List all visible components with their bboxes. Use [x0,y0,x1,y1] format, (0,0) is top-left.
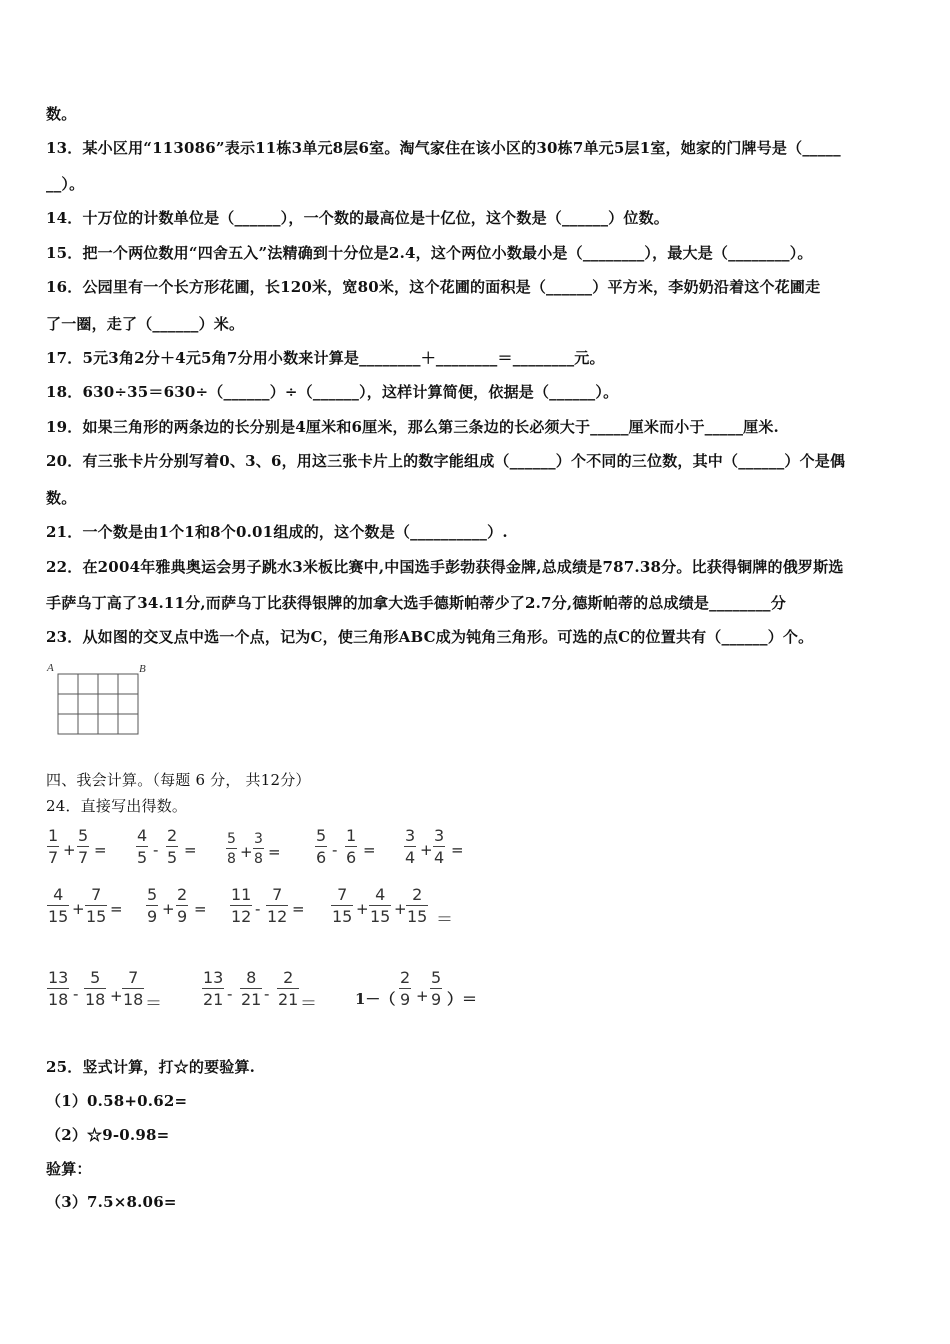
fraction: 7 15 [86,885,107,926]
fraction: 5 6 [316,826,327,867]
question-25-title: 25．竖式计算，打☆的要验算. [46,1058,256,1076]
equals-sign: ＝ [300,994,317,1014]
minus-sign: - [73,985,79,1003]
question-24-title: 24．直接写出得数。 [46,797,188,815]
question-18: 18．630÷35＝630÷（______）÷（______），这样计算简便，依据是（______）。 [46,383,619,401]
plus-sign: + [72,900,85,918]
question-21: 21．一个数是由1个1和8个0.01组成的，这个数是（__________）. [46,523,508,541]
fraction: 4 15 [370,885,391,926]
equals-sign: ＝ [436,910,453,930]
equals-sign: = [268,843,281,861]
fraction: 2 21 [278,968,299,1009]
question-17: 17．5元3角2分＋4元5角7分用小数来计算是________＋________＝________元。 [46,349,605,367]
fraction: 2 9 [177,885,188,926]
plus-sign: + [240,843,253,861]
equals-sign: ＝ [145,994,162,1014]
equals-sign: = [94,841,107,859]
fraction: 7 18 [123,968,144,1009]
check-label: 验算： [46,1160,92,1178]
plus-sign: + [394,900,407,918]
fraction: 4 5 [137,826,148,867]
question-20-line2: 数。 [46,489,77,507]
question-19: 19．如果三角形的两条边的长分别是4厘米和6厘米，那么第三条边的长必须大于_____厘米而小于_____厘米. [46,418,779,436]
equals-sign: = [451,841,464,859]
minus-sign: - [332,841,338,859]
fraction: 5 9 [147,885,158,926]
plus-sign: + [63,841,76,859]
fraction: 5 7 [78,826,89,867]
fraction: 5 8 [227,831,236,867]
question-16-line1: 16．公园里有一个长方形花圃，长120米，宽80米，这个花圃的面积是（______）平方米，李奶奶沿着这个花圃走 [46,278,821,296]
fraction: 5 9 [431,968,442,1009]
fraction: 1 6 [346,826,357,867]
q25-part-3: （3）7.5×8.06= [46,1193,177,1211]
minus-sign: - [153,841,159,859]
question-22-line1: 22．在2004年雅典奥运会男子跳水3米板比赛中,中国选手彭勃获得金牌,总成绩是787.38分。比获得铜牌的俄罗斯选 [46,558,844,576]
equals-sign: = [184,841,197,859]
plus-sign: + [356,900,369,918]
fraction: 2 15 [407,885,428,926]
equals-sign: = [194,900,207,918]
question-13-line1: 13．某小区用“113086”表示11栋3单元8层6室。淘气家住在该小区的30栋7单元5层1室，她家的门牌号是（_____ [46,139,841,157]
equals-sign: = [292,900,305,918]
point-b-label: B [139,663,146,675]
equals-sign: = [110,900,123,918]
fraction: 4 15 [48,885,69,926]
fraction: 8 21 [241,968,262,1009]
fraction: 3 4 [434,826,445,867]
fraction: 7 12 [267,885,288,926]
minus-sign: - [227,985,233,1003]
q25-part-2: （2）☆9-0.98= [46,1126,170,1144]
plus-sign: + [420,841,433,859]
fraction: 13 18 [48,968,69,1009]
equals-sign: = [363,841,376,859]
fraction: 5 18 [85,968,106,1009]
fraction: 1 7 [48,826,59,867]
fraction: 2 5 [167,826,178,867]
q25-part-1: （1）0.58+0.62= [46,1092,188,1110]
section-4-title: 四、我会计算。（每题 6 分， 共12分） [46,771,311,789]
question-22-line2: 手萨乌丁高了34.11分,而萨乌丁比获得银牌的加拿大选手德斯帕蒂少了2.7分,德斯帕蒂的总成绩是________分 [46,594,786,612]
question-14: 14．十万位的计数单位是（______），一个数的最高位是十亿位，这个数是（______）位数。 [46,209,669,227]
question-16-line2: 了一圈，走了（______）米。 [46,315,245,333]
grid-figure [44,660,154,738]
fraction: 13 21 [203,968,224,1009]
question-20-line1: 20．有三张卡片分别写着0、3、6，用这三张卡片上的数字能组成（______）个不同的三位数，其中（______）个是偶 [46,452,846,470]
close-paren-equals: ）＝ [447,990,478,1008]
question-23: 23．从如图的交叉点中选一个点，记为C，使三角形ABC成为钝角三角形。可选的点C的位置共有（______）个。 [46,628,814,646]
fraction: 3 8 [254,831,263,867]
point-a-label: A [47,662,54,674]
text-line: 数。 [46,105,77,123]
one-minus-open: 1－（ [355,990,396,1008]
plus-sign: + [110,987,123,1005]
plus-sign: + [416,987,429,1005]
fraction: 7 15 [332,885,353,926]
minus-sign: - [264,985,270,1003]
minus-sign: - [255,900,261,918]
fraction: 2 9 [400,968,411,1009]
fraction: 11 12 [231,885,252,926]
plus-sign: + [162,900,175,918]
question-15: 15．把一个两位数用“四舍五入”法精确到十分位是2.4，这个两位小数最小是（________），最大是（________）。 [46,244,813,262]
question-13-line2: __）。 [46,175,85,193]
fraction: 3 4 [405,826,416,867]
